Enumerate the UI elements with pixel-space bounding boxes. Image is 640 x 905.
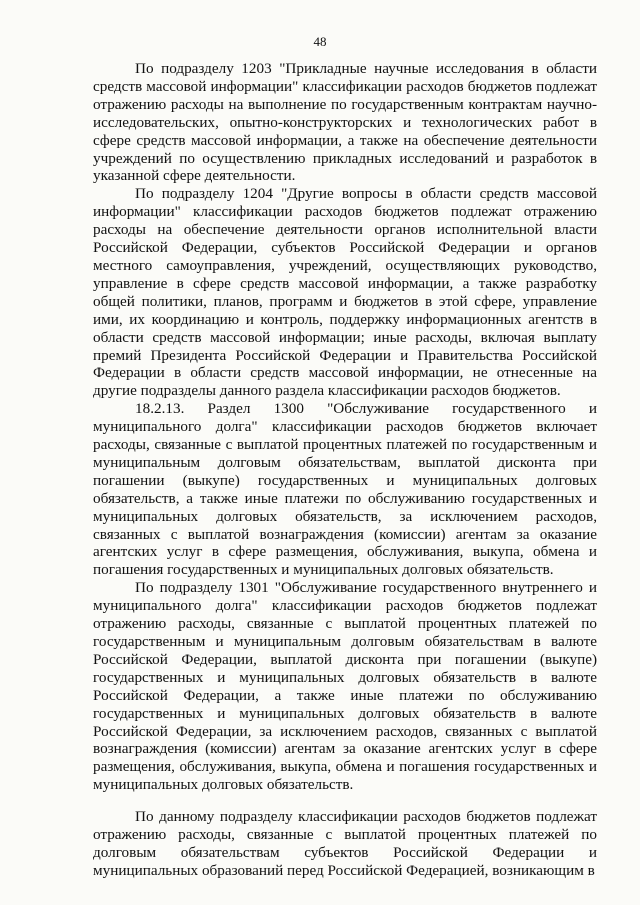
paragraph-subsection-1203: По подразделу 1203 "Прикладные научные исследования в области средств массовой информации" классификации расходов бюджетов подлежат отражению расходы на выполнение по государственным контрактам научно-исследовательских, опытно-конструкторских и технологических работ в сфере средств массовой информации, а также на обеспечение деятельности учреждений по осуществлению прикладных исследований и разработок в указанной сфере деятельности.	[93, 60, 597, 185]
paragraph-subsection-1301: По подразделу 1301 "Обслуживание государственного внутреннего и муниципального долга" классификации расходов бюджетов подлежат отражению расходы, связанные с выплатой процентных платежей по государственным и муниципальным долговым обязательствам в валюте Российской Федерации, выплатой дисконта при погашении (выкупе) государственных и муниципальных долговых обязательств в валюте Российской Федерации, а также иные платежи по обслуживанию государственных и муниципальных долговых обязательств в валюте Российской Федерации, за исключением расходов, связанных с выплатой вознаграждения (комиссии) агентам за оказание агентских услуг в сфере размещения, обслуживания, выкупа, обмена и погашения государственных и муниципальных долговых обязательств.	[93, 579, 597, 794]
document-body	[93, 60, 597, 880]
paragraph-section-1300: 18.2.13. Раздел 1300 "Обслуживание государственного и муниципального долга" классификации расходов бюджетов включает расходы, связанные с выплатой процентных платежей по государственным и муниципальным долговым обязательствам, выплатой дисконта при погашении (выкупе) государственных и муниципальных долговых обязательств, а также иные платежи по обслуживанию государственных и муниципальных долговых обязательств, за исключением расходов, связанных с выплатой вознаграждения (комиссии) агентам за оказание агентских услуг в сфере размещения, обслуживания, выкупа, обмена и погашения государственных и муниципальных долговых обязательств.	[93, 400, 597, 579]
page-number: 48	[313, 34, 327, 49]
paragraph-subsection-1301-continued: По данному подразделу классификации расходов бюджетов подлежат отражению расходы, связанные с выплатой процентных платежей по долговым обязательствам субъектов Российской Федерации и муниципальных образований перед Российской Федерацией, возникающим в	[93, 808, 597, 879]
paragraph-subsection-1204: По подразделу 1204 "Другие вопросы в области средств массовой информации" классификации расходов бюджетов подлежат отражению расходы на обеспечение деятельности органов исполнительной власти Российской Федерации, субъектов Российской Федерации и органов местного самоуправления, учреждений, осуществляющих руководство, управление в сфере средств массовой информации, а также разработку общей политики, планов, программ и бюджетов в этой сфере, управление ими, их координацию и контроль, поддержку информационных агентств в области средств массовой информации; иные расходы, включая выплату премий Президента Российской Федерации и Правительства Российской Федерации в области средств массовой информации, не отнесенные на другие подразделы данного раздела классификации расходов бюджетов.	[93, 185, 597, 400]
